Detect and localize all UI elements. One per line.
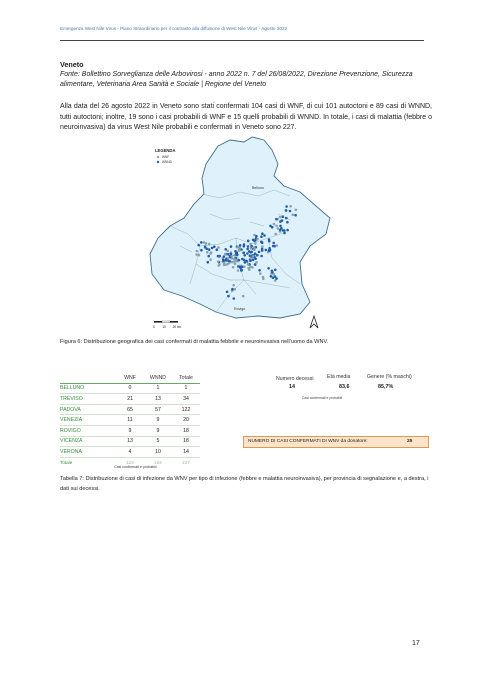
case-marker — [237, 265, 240, 268]
cell-total: 18 — [172, 436, 200, 447]
cases-table — [60, 373, 200, 467]
case-marker — [274, 275, 277, 278]
case-marker — [275, 218, 278, 221]
table-row — [60, 447, 200, 458]
case-marker — [211, 247, 214, 250]
case-marker — [232, 266, 235, 269]
case-marker — [261, 232, 264, 235]
province-name: ROVIGO — [60, 425, 116, 436]
case-marker — [197, 244, 200, 247]
case-marker — [196, 250, 199, 253]
legend-wnnd-marker — [157, 161, 159, 163]
total-label: Totale — [60, 457, 116, 467]
province-name: PADOVA — [60, 404, 116, 415]
case-marker — [225, 259, 228, 262]
col-header-wnf: WNF — [116, 373, 144, 383]
cell-wnf: 4 — [116, 447, 144, 458]
case-marker — [213, 245, 216, 248]
case-marker — [261, 249, 264, 252]
case-marker — [218, 263, 221, 266]
case-marker — [258, 251, 261, 254]
scale-label-10: 10 — [162, 325, 166, 329]
case-marker — [232, 284, 235, 287]
case-marker — [247, 240, 250, 243]
case-marker — [250, 245, 253, 248]
case-marker — [231, 288, 234, 291]
age-label: Età media — [327, 374, 351, 380]
province-name: VERONA — [60, 447, 116, 458]
cell-wnnd: 5 — [144, 436, 172, 447]
scale-label-20: 20 km — [172, 325, 182, 329]
case-marker — [270, 275, 273, 278]
legend-title: LEGENDA — [155, 148, 176, 153]
case-marker — [233, 297, 236, 300]
total-all: 227 — [172, 457, 200, 467]
label-rovigo: Rovigo — [234, 307, 246, 311]
case-marker — [236, 246, 239, 249]
case-marker — [253, 248, 256, 251]
case-marker — [268, 240, 271, 243]
case-marker — [252, 239, 255, 242]
case-marker — [237, 259, 240, 262]
case-marker — [258, 269, 261, 272]
case-marker — [249, 254, 252, 257]
case-marker — [242, 295, 245, 298]
case-marker — [269, 225, 272, 228]
case-marker — [256, 254, 259, 257]
legend-wnnd-label: WNND — [162, 160, 172, 165]
cell-total: 14 — [172, 447, 200, 458]
case-marker — [207, 255, 210, 258]
case-marker — [234, 258, 237, 261]
case-marker — [242, 251, 245, 254]
case-marker — [208, 243, 211, 246]
table-row — [60, 415, 200, 426]
cell-wnf: 13 — [116, 436, 144, 447]
case-marker — [274, 269, 277, 272]
case-marker — [252, 255, 255, 258]
cell-wnf: 11 — [116, 415, 144, 426]
legend-wnf-marker — [157, 156, 159, 158]
case-marker — [228, 262, 231, 265]
page-number: 17 — [412, 640, 420, 647]
cell-wnnd: 1 — [144, 383, 172, 394]
case-marker — [247, 263, 250, 266]
case-marker — [289, 210, 292, 213]
case-marker — [227, 295, 230, 298]
province-name: TREVISO — [60, 394, 116, 405]
case-marker — [261, 241, 264, 244]
case-marker — [230, 253, 233, 256]
case-marker — [235, 251, 238, 254]
province-name: BELLUNO — [60, 383, 116, 394]
case-marker — [209, 258, 212, 261]
case-marker — [275, 244, 278, 247]
case-marker — [207, 261, 210, 264]
case-marker — [248, 268, 251, 271]
cell-total: 122 — [172, 404, 200, 415]
case-marker — [259, 272, 262, 275]
table-row — [60, 436, 200, 447]
case-marker — [243, 254, 246, 257]
body-paragraph: Alla data del 26 agosto 2022 in Veneto sono stati confermati 104 casi di WNF, di cui 101 autoctoni e 89 casi di WNND, tutti autoctoni; inoltre, 19 sono i casi probabili di WNF e 15 quelli probabili di WNND. In totale, i casi di malattia (febbre o neuroinvasiva) da virus West Nile probabili e confermati in Veneto sono 227. — [60, 103, 432, 132]
cell-wnf: 9 — [116, 425, 144, 436]
case-marker — [271, 271, 274, 274]
case-marker — [209, 252, 212, 255]
case-marker — [246, 260, 249, 263]
case-marker — [274, 279, 277, 282]
case-marker — [274, 233, 277, 236]
table-row — [60, 383, 200, 394]
case-marker — [262, 278, 265, 281]
scale-label-0: 0 — [153, 325, 155, 329]
case-marker — [295, 209, 298, 212]
donor-cases-label: NUMERO DI CASI CONFERMATI DI WNV da donatore: — [248, 439, 368, 444]
header-divider — [60, 40, 424, 41]
case-marker — [206, 251, 209, 254]
case-marker — [272, 242, 275, 245]
case-marker — [279, 216, 282, 219]
case-marker — [246, 252, 249, 255]
cell-total: 18 — [172, 425, 200, 436]
province-name: VENEZIA — [60, 415, 116, 426]
case-marker — [195, 253, 198, 256]
cell-wnnd: 10 — [144, 447, 172, 458]
case-marker — [241, 266, 244, 269]
cell-wnnd: 13 — [144, 394, 172, 405]
region-title: Veneto — [60, 60, 84, 69]
case-marker — [282, 215, 285, 218]
scale-bar — [153, 321, 182, 329]
case-marker — [285, 209, 288, 212]
case-marker — [226, 291, 229, 294]
veneto-outline — [150, 137, 330, 318]
source-citation: Fonte: Bollettino Sorveglianza delle Arbovirosi - anno 2022 n. 7 del 26/08/2022, Direzione Prevenzione, Sicurezza alimentare, Veterinaria Area Sanità e Sociale | Regione del Veneto — [60, 71, 413, 88]
case-marker — [233, 254, 236, 257]
age-value: 83,6 — [339, 384, 350, 390]
case-marker — [250, 257, 253, 260]
case-marker — [253, 246, 256, 249]
cell-wnnd: 57 — [144, 404, 172, 415]
case-marker — [200, 241, 203, 244]
case-marker — [275, 225, 278, 228]
col-header-totale: Totale — [172, 373, 200, 383]
table-caption: Tabella 7: Distribuzione di casi di infezione da WNV per tipo di infezione (febbre e malattia neuroinvasiva), per provincia di segnalazione e, a destra, i dati sui decessi. — [60, 476, 429, 492]
case-marker — [268, 250, 271, 253]
case-marker — [292, 213, 295, 216]
running-header: Emergenza West Nile Virus - Piano Straordinario per il contrasto alla diffusione di West Nile Virus - Agosto 2022 — [60, 26, 288, 31]
cell-total: 20 — [172, 415, 200, 426]
case-marker — [261, 245, 264, 248]
table-row — [60, 425, 200, 436]
case-marker — [255, 235, 258, 238]
case-marker — [231, 255, 234, 258]
total-wnf: 123 — [116, 457, 144, 467]
case-marker — [239, 244, 242, 247]
label-belluno: Belluno — [252, 186, 264, 190]
case-marker — [254, 263, 257, 266]
case-marker — [289, 205, 292, 208]
legend-wnf-label: WNF — [162, 155, 170, 160]
case-marker — [252, 259, 255, 262]
case-marker — [285, 205, 288, 208]
case-marker — [208, 248, 211, 251]
cell-wnf: 0 — [116, 383, 144, 394]
table-row — [60, 404, 200, 415]
province-name: VICENZA — [60, 436, 116, 447]
cell-wnf: 21 — [116, 394, 144, 405]
case-marker — [230, 245, 233, 248]
case-marker — [203, 241, 206, 244]
north-arrow-icon — [310, 316, 318, 328]
case-marker — [224, 248, 227, 251]
case-marker — [280, 227, 283, 230]
deaths-value: 14 — [289, 384, 295, 390]
case-marker — [286, 221, 289, 224]
deaths-label: Numero decessi — [276, 376, 314, 382]
case-marker — [223, 264, 226, 267]
figure-caption: Figura 6: Distribuzione geografica dei casi confermati di malattia febbrile e neuroinvasiva nell'uomo da WNV. — [60, 339, 329, 345]
case-marker — [243, 245, 246, 248]
case-marker — [233, 288, 236, 291]
gender-label: Genere (% maschi) — [367, 374, 412, 380]
case-marker — [294, 214, 297, 217]
case-marker — [240, 269, 243, 272]
case-marker — [200, 249, 203, 252]
case-marker — [249, 266, 252, 269]
case-marker — [216, 248, 219, 251]
case-marker — [237, 269, 240, 272]
cell-wnf: 65 — [116, 404, 144, 415]
case-marker — [255, 261, 258, 264]
case-marker — [250, 251, 253, 254]
col-header-wnnd: WNND — [144, 373, 172, 383]
case-marker — [223, 255, 226, 258]
case-marker — [265, 249, 268, 252]
total-wnnd: 104 — [144, 457, 172, 467]
case-marker — [286, 229, 289, 232]
case-marker — [243, 259, 246, 262]
cell-total: 1 — [172, 383, 200, 394]
donor-cases-value: 25 — [407, 439, 413, 444]
stats-note: Casi confermati e probabili — [302, 396, 343, 400]
case-marker — [247, 245, 250, 248]
case-marker — [254, 242, 257, 245]
case-marker — [217, 260, 220, 263]
cell-wnnd: 9 — [144, 415, 172, 426]
case-marker — [222, 259, 225, 262]
table-row — [60, 394, 200, 405]
case-marker — [267, 267, 270, 270]
map-legend — [155, 148, 175, 164]
veneto-case-map — [140, 134, 340, 332]
case-marker — [282, 229, 285, 232]
case-marker — [256, 238, 259, 241]
case-marker — [204, 246, 207, 249]
donor-cases-box — [243, 436, 429, 448]
case-marker — [260, 255, 263, 258]
case-marker — [277, 227, 280, 230]
case-marker — [263, 234, 266, 237]
case-marker — [260, 235, 263, 238]
case-marker — [249, 260, 252, 263]
cell-total: 34 — [172, 394, 200, 405]
table-note: Casi confermati e probabili — [114, 465, 157, 469]
case-marker — [218, 255, 221, 258]
case-marker — [198, 254, 201, 257]
case-marker — [273, 223, 276, 226]
case-marker — [279, 225, 282, 228]
case-marker — [217, 246, 220, 249]
case-marker — [279, 220, 282, 223]
case-marker — [246, 248, 249, 251]
case-marker — [224, 253, 227, 256]
case-marker — [283, 232, 286, 235]
cell-wnnd: 9 — [144, 425, 172, 436]
case-marker — [234, 262, 237, 265]
gender-value: 85,7% — [378, 384, 394, 390]
case-marker — [285, 217, 288, 220]
